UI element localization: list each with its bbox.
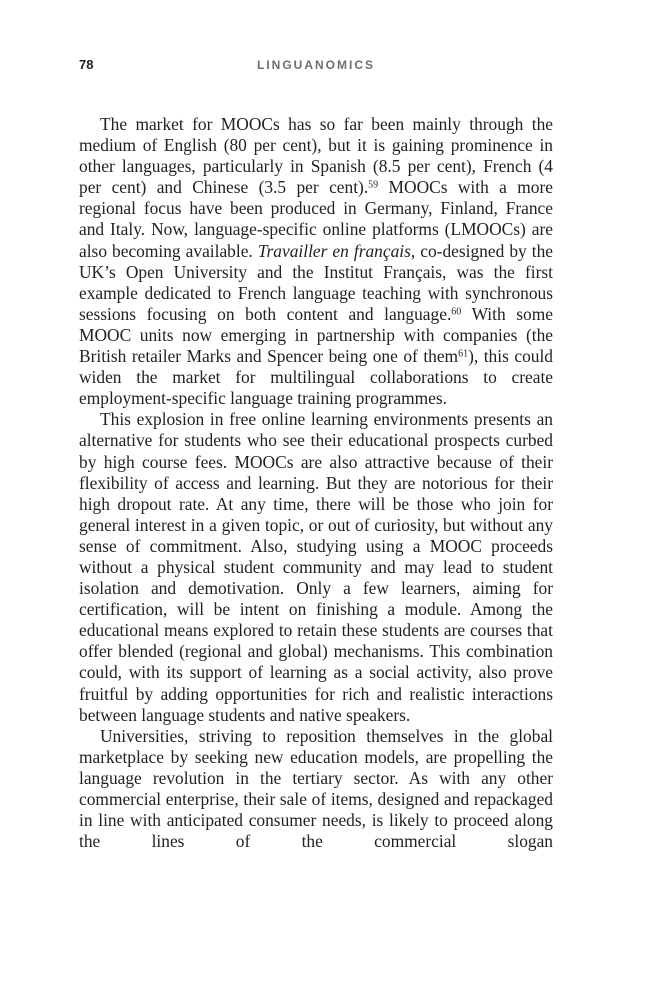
paragraph-1-text-b: MOOCs with a more regional focus have been produced in Germany, Finland, France and Italy. Now, language-specific online platforms (LMOOCs) are also becoming available.	[79, 177, 553, 261]
body-text	[79, 114, 553, 852]
course-title-italic: Travailler en français	[257, 240, 411, 261]
page-header	[79, 57, 553, 77]
paragraph-1-text-a: The market for MOOCs has so far been mainly through the medium of English (80 per cent), but it is gaining prominence in other languages, particularly in Spanish (8.5 per cent), French (4 per cent) and Chinese (3.5 per cent).	[79, 114, 553, 198]
page-number: 78	[79, 57, 94, 72]
footnote-ref-61: 61	[458, 348, 469, 360]
paragraph-1	[79, 114, 553, 409]
paragraph-3: Universities, striving to reposition themselves in the global marketplace by seeking new education models, are propelling the language revolution in the tertiary sector. As with any other commercial enterprise, their sale of items, designed and repackaged in line with anticipated consumer needs, is likely to proceed along the lines of the commercial slogan	[79, 725, 553, 852]
paragraph-2: This explosion in free online learning environments presents an alternative for students who see their educational prospects curbed by high course fees. MOOCs are also attractive because of their flexibility of access and learning. But they are notorious for their high dropout rate. At any time, there will be those who join for general interest in a given topic, or out of curiosity, but without any sense of commitment. Also, studying using a MOOC proceeds without a physical student community and may lead to student isolation and demotivation. Only a few learners, aiming for certification, will be intent on finishing a module. Among the educational means explored to retain these students are courses that offer blended (regional and global) mechanisms. This combination could, with its support of learning as a social activity, also prove fruitful by adding opportunities for rich and realistic interactions between language students and native speakers.	[79, 409, 553, 725]
paragraph-1-text-d: With some MOOC units now emerging in partnership with companies (the British retailer Marks and Spencer being one of them	[79, 303, 553, 367]
paragraph-1-text-c: , co-designed by the UK’s Open University and the Institut Français, was the first example dedicated to French language teaching with synchronous sessions focusing on both content and language.	[79, 240, 553, 324]
paragraph-1-text-e: ), this could widen the market for multilingual collaborations to create employment-specific language training programmes.	[79, 346, 553, 409]
footnote-ref-60: 60	[451, 306, 462, 318]
footnote-ref-59: 59	[368, 179, 379, 191]
running-head: LINGUANOMICS	[257, 58, 375, 72]
